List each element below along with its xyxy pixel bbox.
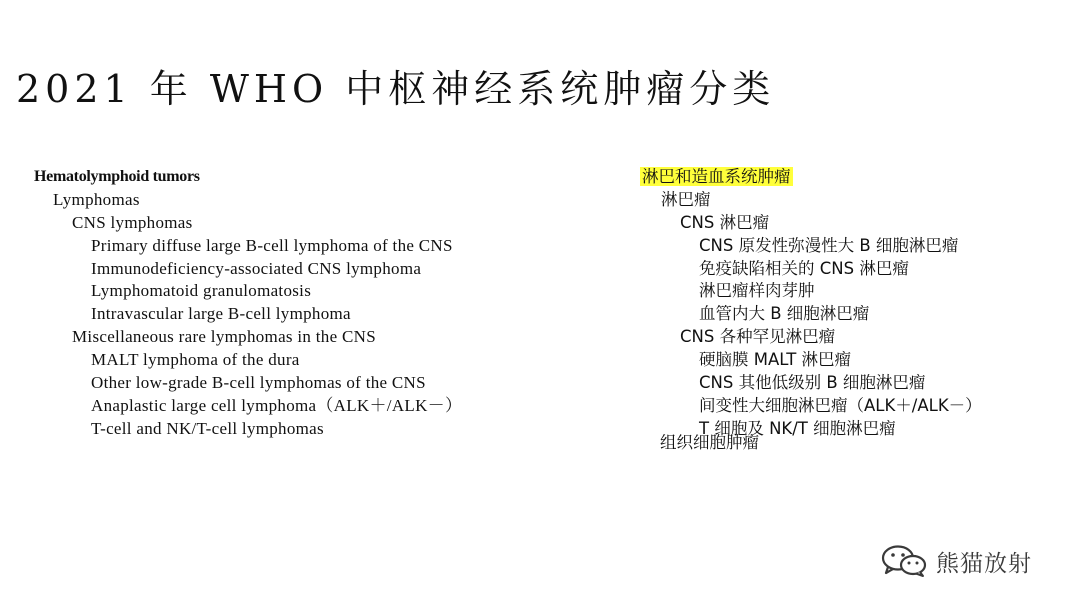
list-item — [34, 372, 554, 395]
list-item — [34, 326, 554, 349]
list-item-text: T-cell and NK/T-cell lymphomas — [91, 418, 324, 438]
list-item-text: Hematolymphoid tumors — [34, 168, 200, 185]
list-item — [642, 349, 1062, 372]
list-item-text: Primary diffuse large B-cell lymphoma of the CNS — [91, 235, 453, 255]
list-item — [642, 372, 1062, 395]
list-item-text: 淋巴和造血系统肿瘤 — [642, 167, 791, 186]
list-item — [34, 418, 554, 441]
list-item-text: 血管内大 B 细胞淋巴瘤 — [699, 304, 870, 324]
list-item-text: MALT lymphoma of the dura — [91, 350, 300, 370]
list-item-text: CNS 各种罕见淋巴瘤 — [680, 327, 836, 347]
list-item-text: Lymphomas — [53, 189, 140, 209]
watermark-text: 熊猫放射 — [936, 550, 1032, 577]
list-item-text: Lymphomatoid granulomatosis — [91, 281, 312, 301]
list-item — [642, 395, 1062, 418]
list-item-text: 间变性大细胞淋巴瘤（ALK＋/ALK－） — [699, 395, 982, 415]
list-item-text: CNS lymphomas — [72, 212, 193, 232]
list-item-text: 淋巴瘤 — [661, 189, 711, 209]
chinese-classification-list — [642, 166, 1062, 441]
list-item — [642, 303, 1062, 326]
list-item — [642, 235, 1062, 258]
english-classification-list — [34, 166, 554, 441]
list-item-text: CNS 原发性弥漫性大 B 细胞淋巴瘤 — [699, 235, 959, 255]
list-item — [34, 166, 554, 189]
watermark — [880, 544, 1032, 578]
list-item — [34, 303, 554, 326]
list-item-text: Other low-grade B-cell lymphomas of the CNS — [91, 373, 426, 393]
list-item — [642, 280, 1062, 303]
list-item-text: T 细胞及 NK/T 细胞淋巴瘤 — [699, 418, 896, 438]
list-item — [34, 212, 554, 235]
list-item-text: 免疫缺陷相关的 CNS 淋巴瘤 — [699, 258, 909, 278]
list-item-text: 淋巴瘤样肉芽肿 — [699, 281, 815, 301]
list-item — [34, 280, 554, 303]
list-item-text: CNS 其他低级别 B 细胞淋巴瘤 — [699, 373, 926, 393]
list-item-text: Miscellaneous rare lymphomas in the CNS — [72, 327, 376, 347]
page-title: 2021 年 WHO 中枢神经系统肿瘤分类 — [16, 67, 776, 111]
list-item — [642, 212, 1062, 235]
list-item — [642, 326, 1062, 349]
cropped-next-line-text: 组织细胞肿瘤 — [660, 433, 759, 452]
list-item-text: 硬脑膜 MALT 淋巴瘤 — [699, 350, 852, 370]
cropped-next-line — [660, 433, 790, 452]
list-item — [34, 235, 554, 258]
list-item-text: Anaplastic large cell lymphoma（ALK＋/ALK－） — [91, 395, 463, 415]
list-item — [34, 258, 554, 281]
list-item — [34, 349, 554, 372]
list-item-text: CNS 淋巴瘤 — [680, 212, 770, 232]
list-item — [642, 189, 1062, 212]
list-item-text: Immunodeficiency-associated CNS lymphoma — [91, 258, 422, 278]
list-item — [642, 166, 1062, 189]
list-item-text: Intravascular large B-cell lymphoma — [91, 304, 351, 324]
wechat-icon — [880, 544, 928, 578]
list-item — [34, 189, 554, 212]
list-item — [34, 395, 554, 418]
list-item — [642, 258, 1062, 281]
